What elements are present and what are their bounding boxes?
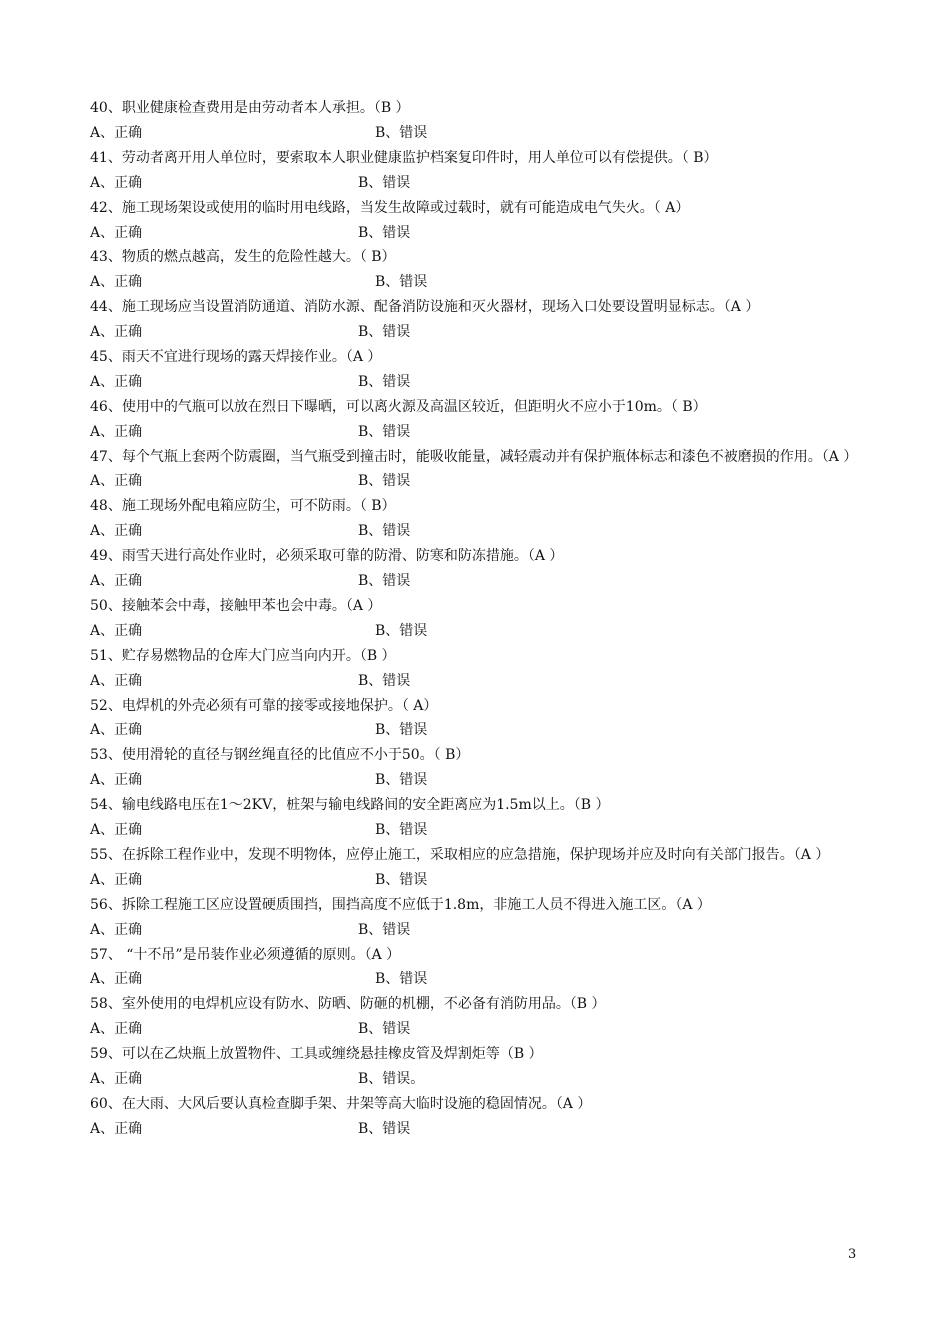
option-a: A、正确 — [90, 473, 143, 490]
option-b: B、错误 — [375, 822, 428, 839]
question-text: 50、接触苯会中毒，接触甲苯也会中毒。（A ） — [90, 597, 382, 614]
option-a: A、正确 — [90, 324, 143, 341]
option-b: B、错误 — [358, 1120, 411, 1137]
answer-options — [90, 469, 870, 494]
answer-options — [90, 669, 870, 694]
page-number: 3 — [848, 1247, 857, 1262]
option-b: B、错误 — [358, 473, 411, 490]
answer-options — [90, 121, 870, 146]
option-a: A、正确 — [90, 373, 143, 390]
option-a: A、正确 — [90, 224, 143, 241]
option-b: B、错误 — [358, 573, 411, 590]
option-a: A、正确 — [90, 672, 143, 689]
option-b: B、错误 — [358, 324, 411, 341]
option-b: B、错误 — [358, 423, 411, 440]
option-a: A、正确 — [90, 722, 143, 739]
answer-options — [90, 270, 870, 295]
option-b: B、错误 — [358, 224, 411, 241]
option-b: B、错误 — [358, 523, 411, 540]
question-text: 43、物质的燃点越高，发生的危险性越大。（ B） — [90, 249, 396, 266]
question-text: 44、施工现场应当设置消防通道、消防水源、配备消防设施和灭火器材，现场入口处要设置明显标志。（A ） — [90, 299, 760, 316]
document-body — [90, 96, 870, 1142]
question-text: 42、施工现场架设或使用的临时用电线路，当发生故障或过载时，就有可能造成电气失火。（ A） — [90, 199, 690, 216]
option-a: A、正确 — [90, 971, 143, 988]
question-text: 54、输电线路电压在1～2KV，桩架与输电线路间的安全距离应为1.5m以上。（B ） — [90, 797, 610, 814]
question-text: 46、使用中的气瓶可以放在烈日下曝晒，可以离火源及高温区较近，但距明火不应小于10m。（ B） — [90, 398, 707, 415]
question-text: 47、每个气瓶上套两个防震圈，当气瓶受到撞击时，能吸收能量，减轻震动并有保护瓶体标志和漆色不被磨损的作用。（A ） — [90, 448, 858, 465]
option-b: B、错误 — [375, 722, 428, 739]
question-text: 59、可以在乙炔瓶上放置物件、工具或缠绕悬挂橡皮管及焊割炬等（B ） — [90, 1046, 543, 1063]
option-b: B、错误 — [375, 274, 428, 291]
option-a: A、正确 — [90, 1120, 143, 1137]
option-a: A、正确 — [90, 423, 143, 440]
question-text: 57、 “十不吊”是吊装作业必须遵循的原则。（A ） — [90, 946, 401, 963]
answer-options — [90, 1017, 870, 1042]
question-text: 60、在大雨、大风后要认真检查脚手架、井架等高大临时设施的稳固情况。（A ） — [90, 1095, 592, 1112]
question-text: 49、雨雪天进行高处作业时，必须采取可靠的防滑、防寒和防冻措施。（A ） — [90, 548, 564, 565]
answer-options — [90, 619, 870, 644]
option-b: B、错误 — [358, 672, 411, 689]
option-a: A、正确 — [90, 174, 143, 191]
option-b: B、错误 — [375, 124, 428, 141]
answer-options — [90, 171, 870, 196]
option-b: B、错误。 — [358, 1071, 425, 1088]
answer-options — [90, 868, 870, 893]
question-text: 41、劳动者离开用人单位时，要索取本人职业健康监护档案复印件时，用人单位可以有偿提供。（ B） — [90, 149, 718, 166]
option-a: A、正确 — [90, 274, 143, 291]
question-text: 55、在拆除工程作业中，发现不明物体，应停止施工，采取相应的应急措施，保护现场并应及时向有关部门报告。（A ） — [90, 846, 830, 863]
question-text: 45、雨天不宜进行现场的露天焊接作业。（A ） — [90, 348, 382, 365]
option-a: A、正确 — [90, 822, 143, 839]
option-a: A、正确 — [90, 523, 143, 540]
option-a: A、正确 — [90, 1071, 143, 1088]
question-text: 53、使用滑轮的直径与钢丝绳直径的比值应不小于50。（ B） — [90, 747, 470, 764]
option-b: B、错误 — [375, 871, 428, 888]
option-a: A、正确 — [90, 772, 143, 789]
option-b: B、错误 — [358, 921, 411, 938]
option-b: B、错误 — [358, 174, 411, 191]
answer-options — [90, 569, 870, 594]
answer-options — [90, 967, 870, 992]
answer-options — [90, 1117, 870, 1142]
option-a: A、正确 — [90, 622, 143, 639]
option-b: B、错误 — [375, 622, 428, 639]
question-text: 58、室外使用的电焊机应设有防水、防晒、防砸的机棚，不必备有消防用品。（B ） — [90, 996, 606, 1013]
option-b: B、错误 — [375, 971, 428, 988]
answer-options — [90, 718, 870, 743]
answer-options — [90, 420, 870, 445]
option-b: B、错误 — [358, 373, 411, 390]
answer-options — [90, 320, 870, 345]
option-a: A、正确 — [90, 871, 143, 888]
question-text: 48、施工现场外配电箱应防尘，可不防雨。（ B） — [90, 498, 396, 515]
option-b: B、错误 — [358, 1021, 411, 1038]
answer-options — [90, 519, 870, 544]
option-a: A、正确 — [90, 573, 143, 590]
answer-options — [90, 918, 870, 943]
option-a: A、正确 — [90, 1021, 143, 1038]
question-text: 52、电焊机的外壳必须有可靠的接零或接地保护。（ A） — [90, 697, 438, 714]
answer-options — [90, 768, 870, 793]
option-a: A、正确 — [90, 124, 143, 141]
option-b: B、错误 — [375, 772, 428, 789]
option-a: A、正确 — [90, 921, 143, 938]
question-text: 56、拆除工程施工区应设置硬质围挡，围挡高度不应低于1.8m，非施工人员不得进入施工区。（A ） — [90, 896, 711, 913]
answer-options — [90, 221, 870, 246]
question-text: 40、职业健康检查费用是由劳动者本人承担。（B ） — [90, 100, 410, 116]
answer-options — [90, 818, 870, 843]
answer-options — [90, 370, 870, 395]
question-text: 51、贮存易燃物品的仓库大门应当向内开。（B ） — [90, 647, 396, 664]
answer-options — [90, 1067, 870, 1092]
